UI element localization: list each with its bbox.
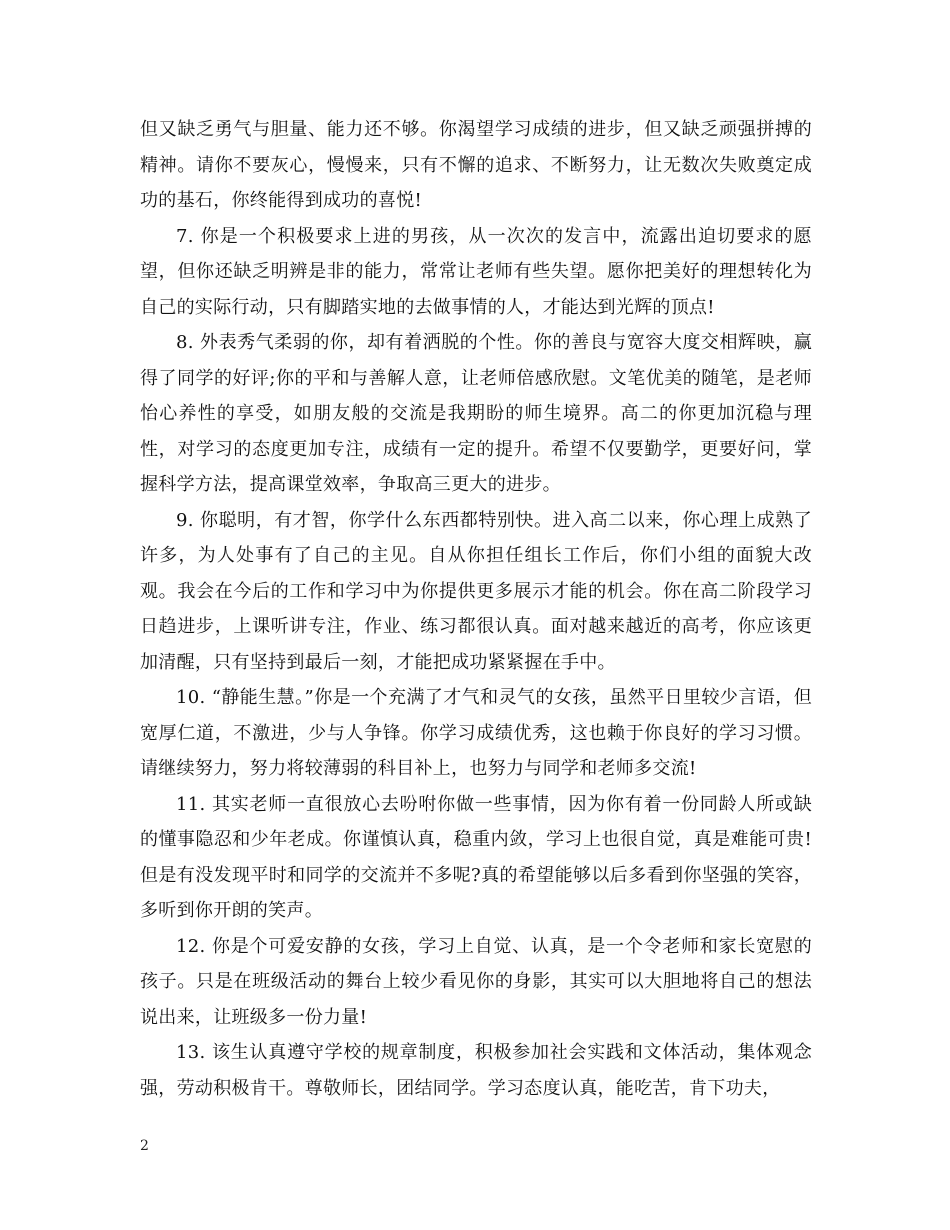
page-number: 2 (140, 1138, 149, 1154)
paragraph-9: 9. 你聪明，有才智，你学什么东西都特别快。进入高二以来，你心理上成熟了许多，为人处事有了自己的主见。自从你担任组长工作后，你们小组的面貌大改观。我会在今后的工作和学习中为你提供更多展示才能的机会。你在高二阶段学习日趋进步，上课听讲专注，作业、练习都很认真。面对越来越近的高考，你应该更加清醒，只有坚持到最后一刻，才能把成功紧紧握在手中。 (140, 509, 812, 673)
document-body (140, 112, 812, 1106)
paragraph-11: 11. 其实老师一直很放心去吩咐你做一些事情，因为你有着一份同龄人所或缺的懂事隐忍和少年老成。你谨慎认真，稳重内敛，学习上也很自觉，真是难能可贵!但是有没发现平时和同学的交流并不多呢?真的希望能够以后多看到你坚强的笑容，多听到你开朗的笑声。 (140, 793, 812, 921)
paragraph-10: 10. “静能生慧。”你是一个充满了才气和灵气的女孩，虽然平日里较少言语，但宽厚仁道，不激进，少与人争锋。你学习成绩优秀，这也赖于你良好的学习习惯。请继续努力，努力将较薄弱的科目补上，也努力与同学和老师多交流! (140, 687, 812, 779)
paragraph-12: 12. 你是个可爱安静的女孩，学习上自觉、认真，是一个令老师和家长宽慰的孩子。只是在班级活动的舞台上较少看见你的身影，其实可以大胆地将自己的想法说出来，让班级多一份力量! (140, 935, 812, 1028)
paragraph-continuation: 但又缺乏勇气与胆量、能力还不够。你渴望学习成绩的进步，但又缺乏顽强拼搏的精神。请你不要灰心，慢慢来，只有不懈的追求、不断努力，让无数次失败奠定成功的基石，你终能得到成功的喜悦! (140, 119, 812, 211)
paragraph-13: 13. 该生认真遵守学校的规章制度，积极参加社会实践和文体活动，集体观念强，劳动积极肯干。尊敬师长，团结同学。学习态度认真，能吃苦，肯下功夫， (140, 1042, 812, 1099)
paragraph-8: 8. 外表秀气柔弱的你，却有着洒脱的个性。你的善良与宽容大度交相辉映，赢得了同学的好评;你的平和与善解人意，让老师倍感欣慰。文笔优美的随笔，是老师怡心养性的享受，如朋友般的交流是我期盼的师生境界。高二的你更加沉稳与理性，对学习的态度更加专注，成绩有一定的提升。希望不仅要勤学，更要好问，掌握科学方法，提高课堂效率，争取高三更大的进步。 (140, 332, 812, 495)
paragraph-7: 7. 你是一个积极要求上进的男孩，从一次次的发言中，流露出迫切要求的愿望，但你还缺乏明辨是非的能力，常常让老师有些失望。愿你把美好的理想转化为自己的实际行动，只有脚踏实地的去做事情的人，才能达到光辉的顶点! (140, 225, 812, 318)
